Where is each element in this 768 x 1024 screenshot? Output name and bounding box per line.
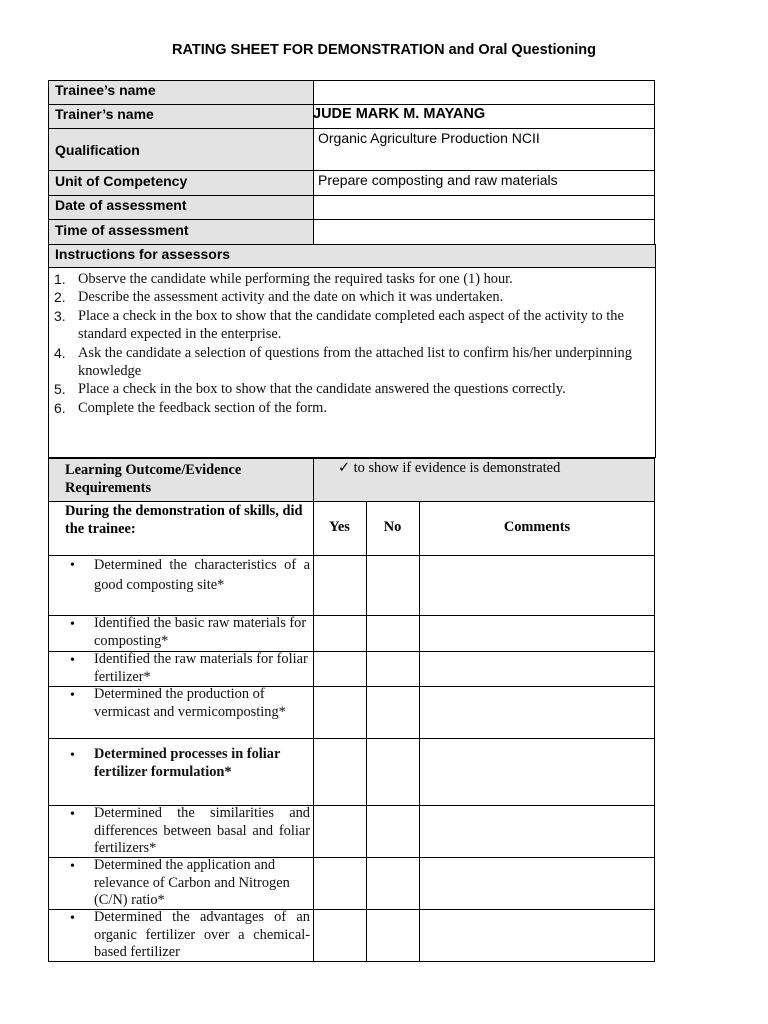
trainee-value-cell[interactable] [313,80,655,105]
criteria-text: Determined processes in foliar fertilizer formulation* [94,746,281,780]
instructions-list [52,270,652,417]
date-label: Date of assessment [55,197,187,213]
bullet-icon: • [70,859,75,874]
criteria-text: Identified the raw materials for foliar fertilizer* [94,651,308,685]
time-label: Time of assessment [55,222,189,238]
unit-label: Unit of Competency [55,173,188,189]
criteria-text: Determined the application and relevance of Carbon and Nitrogen (C/N) ratio* [94,857,290,908]
instruction-item: 6. Complete the feedback section of the form. [54,399,327,416]
no-header: No [383,519,402,535]
yes-header: Yes [329,519,350,535]
bullet-icon: • [70,653,75,668]
criteria-text: Determined the production of vermicast and vermicomposting* [94,686,286,720]
comments-header: Comments [503,519,571,535]
instruction-item: 1. Observe the candidate while performing the required tasks for one (1) hour. [54,271,513,287]
instruction-item: 2. Describe the assessment activity and the date on which it was undertaken. [54,289,504,306]
qualification-label: Qualification [55,142,140,158]
comments-field[interactable] [420,556,654,615]
trainee-label: Trainee’s name [55,82,156,98]
yes-checkbox[interactable] [314,556,366,615]
bullet-icon: • [70,617,75,632]
criteria-text: Identified the basic raw materials for composting* [94,615,307,649]
no-checkbox[interactable] [367,556,419,615]
bullet-icon: • [70,558,75,573]
check-note: ✓ to show if evidence is demonstrated [338,460,561,476]
criteria-text: Determined the characteristics of a good composting site* [94,557,310,593]
criteria-text: Determined the similarities and differences between basal and foliar fertilizers* [94,805,310,856]
criteria-text: Determined the advantages of an organic fertilizer over a chemical-based fertilizer [94,909,310,960]
time-value-cell[interactable] [313,219,655,245]
unit-value: Prepare composting and raw materials [318,172,558,188]
instructions-heading: Instructions for assessors [55,246,231,262]
trainer-label: Trainer’s name [55,106,154,122]
date-value-cell[interactable] [313,195,655,220]
instruction-item: 5. Place a check in the box to show that the candidate answered the questions correctly. [54,381,566,398]
qualification-value: Organic Agriculture Production NCII [318,130,540,146]
trainer-value: JUDE MARK M. MAYANG [313,106,486,122]
bullet-icon: • [70,688,75,703]
bullet-icon: • [70,807,75,822]
bullet-icon: • [70,748,75,763]
bullet-icon: • [70,911,75,926]
page-title: RATING SHEET FOR DEMONSTRATION and Oral Questioning [172,42,596,58]
instruction-item: 3. Place a check in the box to show that the candidate completed each aspect of the activity to the standard expected in the enterprise. [54,307,624,343]
lo-header: Learning Outcome/Evidence Requirements [65,462,242,496]
instruction-item: 4. Ask the candidate a selection of questions from the attached list to confirm his/her underpinning knowledge [54,344,632,380]
during-header: During the demonstration of skills, did the trainee: [65,503,303,537]
